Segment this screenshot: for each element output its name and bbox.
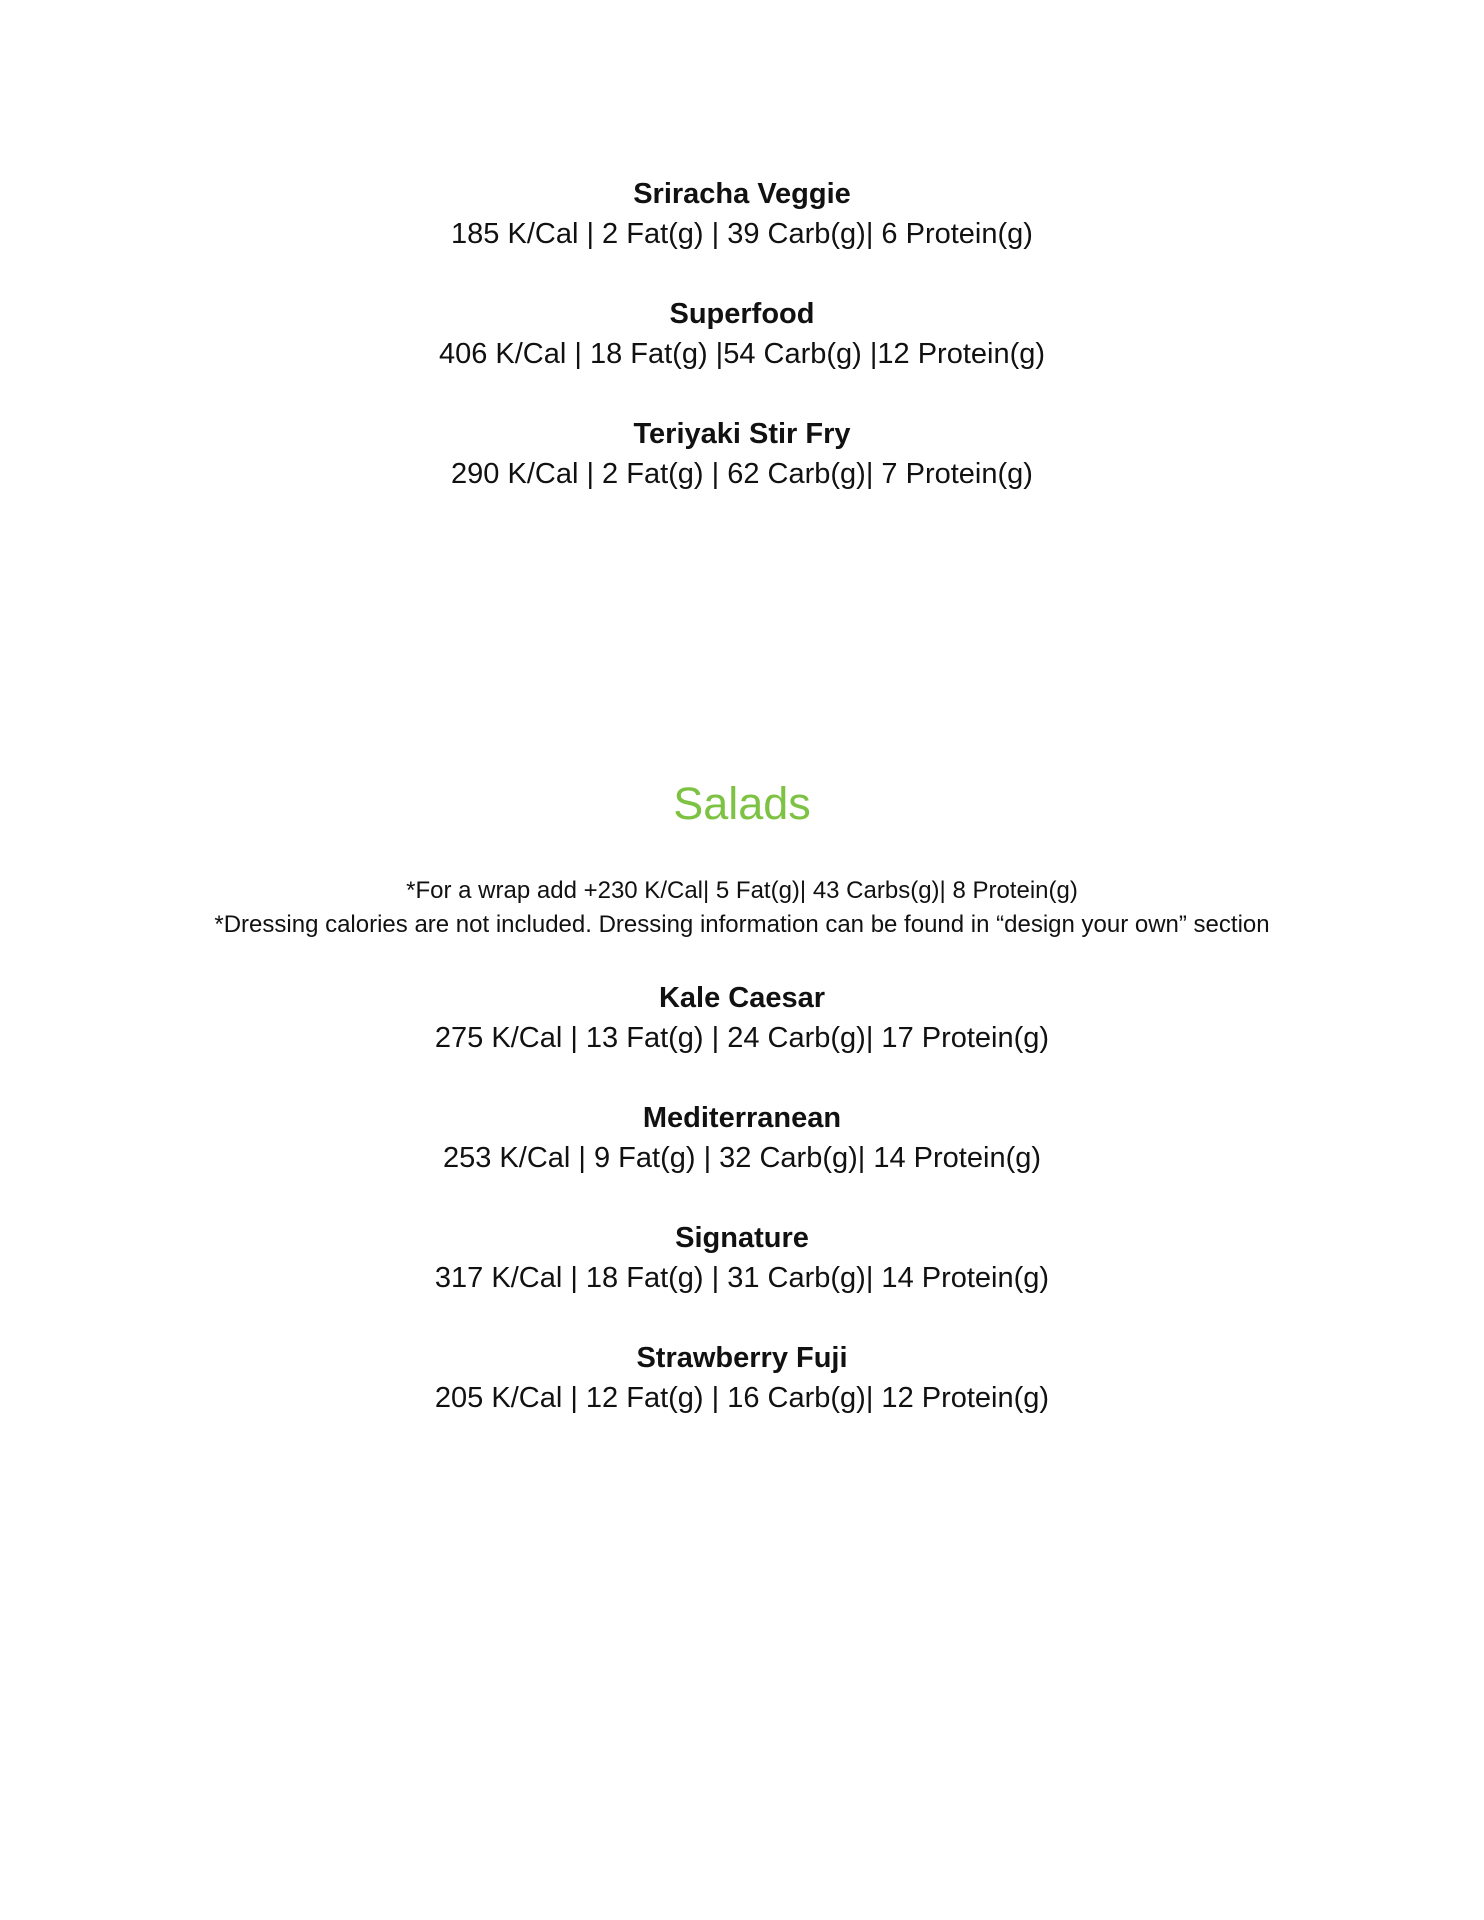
item-nutrition: 275 K/Cal | 13 Fat(g) | 24 Carb(g)| 17 Protein(g) xyxy=(434,1022,1050,1054)
menu-item-superfood xyxy=(0,294,1484,374)
item-nutrition: 317 K/Cal | 18 Fat(g) | 31 Carb(g)| 14 Protein(g) xyxy=(434,1262,1050,1294)
item-nutrition: 253 K/Cal | 9 Fat(g) | 32 Carb(g)| 14 Protein(g) xyxy=(442,1142,1042,1174)
item-nutrition: 205 K/Cal | 12 Fat(g) | 16 Carb(g)| 12 Protein(g) xyxy=(434,1382,1050,1414)
item-name: Kale Caesar xyxy=(658,982,826,1014)
item-nutrition: 406 K/Cal | 18 Fat(g) |54 Carb(g) |12 Protein(g) xyxy=(438,338,1046,370)
menu-item-sriracha-veggie xyxy=(0,174,1484,254)
menu-item-strawberry-fuji xyxy=(0,1338,1484,1418)
item-name: Sriracha Veggie xyxy=(633,178,851,210)
menu-item-signature xyxy=(0,1218,1484,1298)
section-title: Salads xyxy=(673,778,811,829)
item-name: Mediterranean xyxy=(642,1102,842,1134)
item-name: Superfood xyxy=(669,298,815,330)
menu-item-mediterranean xyxy=(0,1098,1484,1178)
item-nutrition: 290 K/Cal | 2 Fat(g) | 62 Carb(g)| 7 Protein(g) xyxy=(451,458,1033,490)
dressing-note: *Dressing calories are not included. Dressing information can be found in “design your own” section xyxy=(214,911,1270,938)
item-name: Teriyaki Stir Fry xyxy=(633,418,851,450)
item-name: Strawberry Fuji xyxy=(636,1342,848,1374)
menu-item-teriyaki-stir-fry xyxy=(0,414,1484,494)
salads-section-header xyxy=(0,776,1484,832)
wrap-note: *For a wrap add +230 K/Cal| 5 Fat(g)| 43 Carbs(g)| 8 Protein(g) xyxy=(406,877,1078,904)
item-name: Signature xyxy=(675,1222,809,1254)
item-nutrition: 185 K/Cal | 2 Fat(g) | 39 Carb(g)| 6 Protein(g) xyxy=(451,218,1033,250)
menu-item-kale-caesar xyxy=(0,978,1484,1058)
salads-notes xyxy=(0,874,1484,942)
